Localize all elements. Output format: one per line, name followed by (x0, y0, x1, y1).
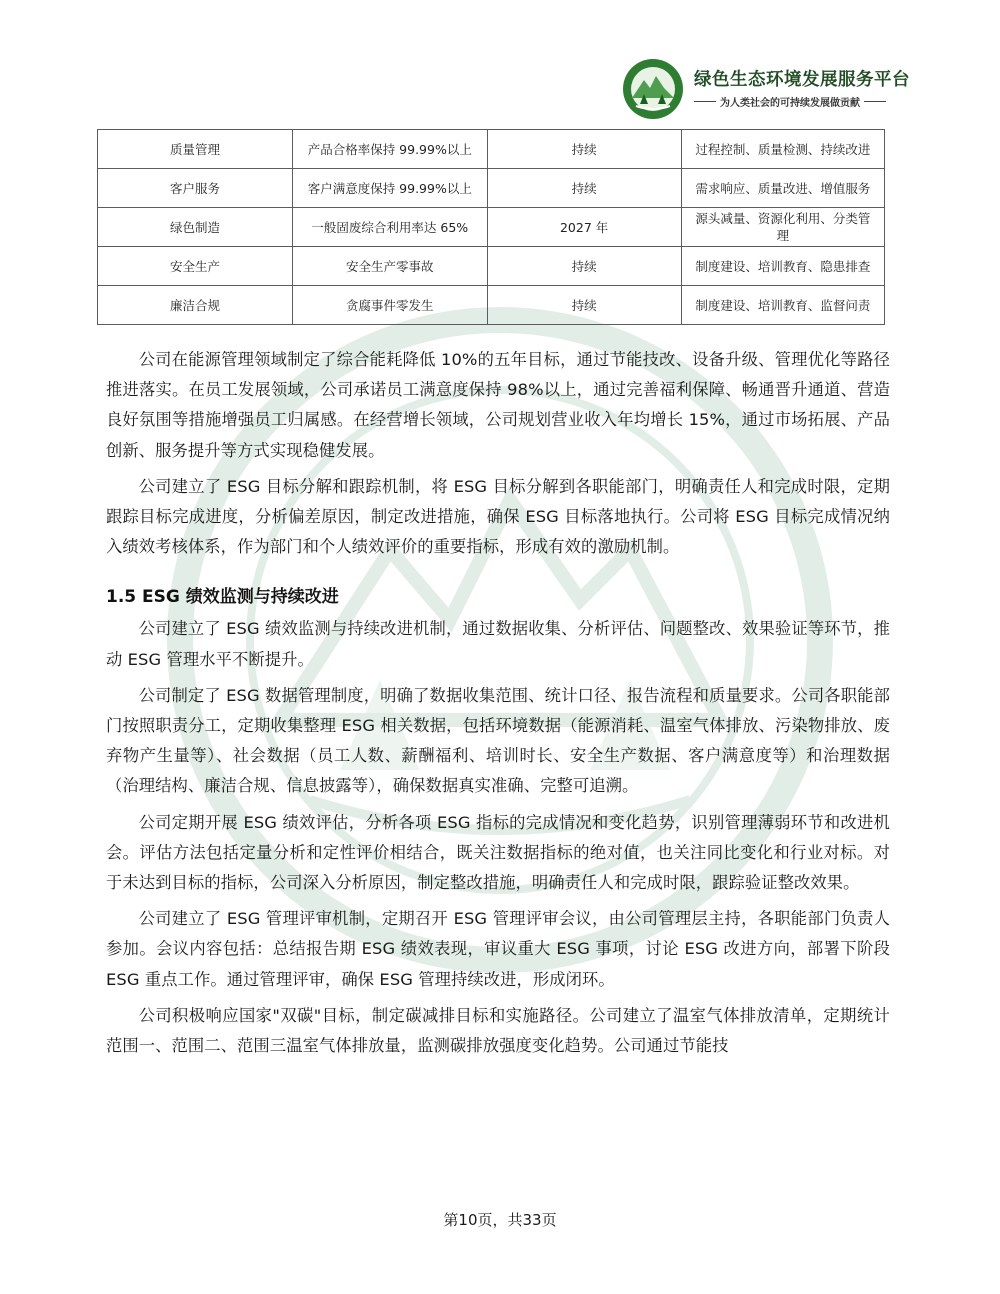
table-cell-deadline: 持续 (487, 247, 681, 286)
table-cell-deadline: 2027 年 (487, 208, 681, 247)
paragraph-goal-tracking: 公司建立了 ESG 目标分解和跟踪机制，将 ESG 目标分解到各职能部门，明确责任人和完成时限，定期跟踪目标完成进度，分析偏差原因，制定改进措施，确保 ESG 目标落地执行。公司将 ESG 目标完成情况纳入绩效考核体系，作为部门和个人绩效评价的重要指标，形成有效的激励机制。 (106, 476, 890, 557)
table-cell-area: 安全生产 (98, 247, 293, 286)
table-cell-deadline: 持续 (487, 286, 681, 325)
table-cell-target: 安全生产零事故 (293, 247, 487, 286)
table-cell-measures: 需求响应、质量改进、增值服务 (681, 169, 884, 208)
section-heading: 1.5 ESG 绩效监测与持续改进 (106, 587, 339, 608)
brand-title: 绿色生态环境发展服务平台 (694, 70, 910, 90)
table-cell-target: 产品合格率保持 99.99%以上 (293, 130, 487, 169)
esg-goal-table (97, 129, 885, 325)
table-cell-measures: 制度建设、培训教育、隐患排查 (681, 247, 884, 286)
paragraph-goal-areas: 公司在能源管理领域制定了综合能耗降低 10%的五年目标，通过节能技改、设备升级、管理优化等路径推进落实。在员工发展领域，公司承诺员工满意度保持 98%以上，通过完善福利保障、畅通晋升通道、营造良好氛围等措施增强员工归属感。在经营增长领域，公司规划营业收入年均增长 15%，通过市场拓展、产品创新、服务提升等方式实现稳健发展。 (106, 350, 890, 460)
paragraph-performance-evaluation: 公司定期开展 ESG 绩效评估，分析各项 ESG 指标的完成情况和变化趋势，识别管理薄弱环节和改进机会。评估方法包括定量分析和定性评价相结合，既关注数据指标的绝对值，也关注同比变化和行业对标。对于未达到目标的指标，公司深入分析原因，制定整改措施，明确责任人和完成时限，跟踪验证整改效果。 (106, 812, 890, 893)
table-row (98, 208, 885, 247)
table-cell-deadline: 持续 (487, 169, 681, 208)
table-cell-measures: 源头减量、资源化利用、分类管理 (681, 208, 884, 247)
table-row (98, 286, 885, 325)
paragraph-dual-carbon: 公司积极响应国家"双碳"目标，制定碳减排目标和实施路径。公司建立了温室气体排放清单，定期统计范围一、范围二、范围三温室气体排放量，监测碳排放强度变化趋势。公司通过节能技 (106, 1005, 890, 1056)
table-cell-target: 一般固废综合利用率达 65% (293, 208, 487, 247)
paragraph-data-management: 公司制定了 ESG 数据管理制度，明确了数据收集范围、统计口径、报告流程和质量要求。公司各职能部门按照职责分工，定期收集整理 ESG 相关数据，包括环境数据（能源消耗、温室气体排放、污染物排放、废弃物产生量等）、社会数据（员工人数、薪酬福利、培训时长、安全生产数据、客户满意度等）和治理数据（治理结构、廉洁合规、信息披露等），确保数据真实准确、完整可追溯。 (106, 685, 890, 796)
brand-slogan (694, 94, 886, 109)
table-cell-area: 质量管理 (98, 130, 293, 169)
table-cell-area: 绿色制造 (98, 208, 293, 247)
table-cell-deadline: 持续 (487, 130, 681, 169)
table-row (98, 130, 885, 169)
table-row (98, 169, 885, 208)
table-cell-area: 客户服务 (98, 169, 293, 208)
table-cell-area: 廉洁合规 (98, 286, 293, 325)
table-cell-target: 贪腐事件零发生 (293, 286, 487, 325)
paragraph-management-review: 公司建立了 ESG 管理评审机制，定期召开 ESG 管理评审会议，由公司管理层主持，各职能部门负责人参加。会议内容包括：总结报告期 ESG 绩效表现，审议重大 ESG 事项，讨论 ESG 改进方向，部署下阶段 ESG 重点工作。通过管理评审，确保 ESG 管理持续改进，形成闭环。 (106, 909, 890, 989)
table-cell-target: 客户满意度保持 99.99%以上 (293, 169, 487, 208)
slogan-divider-right (864, 101, 886, 102)
table-cell-measures: 过程控制、质量检测、持续改进 (681, 130, 884, 169)
slogan-divider-left (694, 101, 716, 102)
paragraph-monitoring-intro: 公司建立了 ESG 绩效监测与持续改进机制，通过数据收集、分析评估、问题整改、效果验证等环节，推动 ESG 管理水平不断提升。 (106, 619, 890, 669)
page-indicator: 第10页，共33页 (443, 1211, 557, 1229)
table-cell-measures: 制度建设、培训教育、监督问责 (681, 286, 884, 325)
table-row (98, 247, 885, 286)
document-body (106, 345, 890, 1067)
brand-slogan-text: 为人类社会的可持续发展做贡献 (720, 98, 860, 109)
page-header (622, 58, 912, 120)
eco-environment-seal-icon (622, 58, 684, 120)
